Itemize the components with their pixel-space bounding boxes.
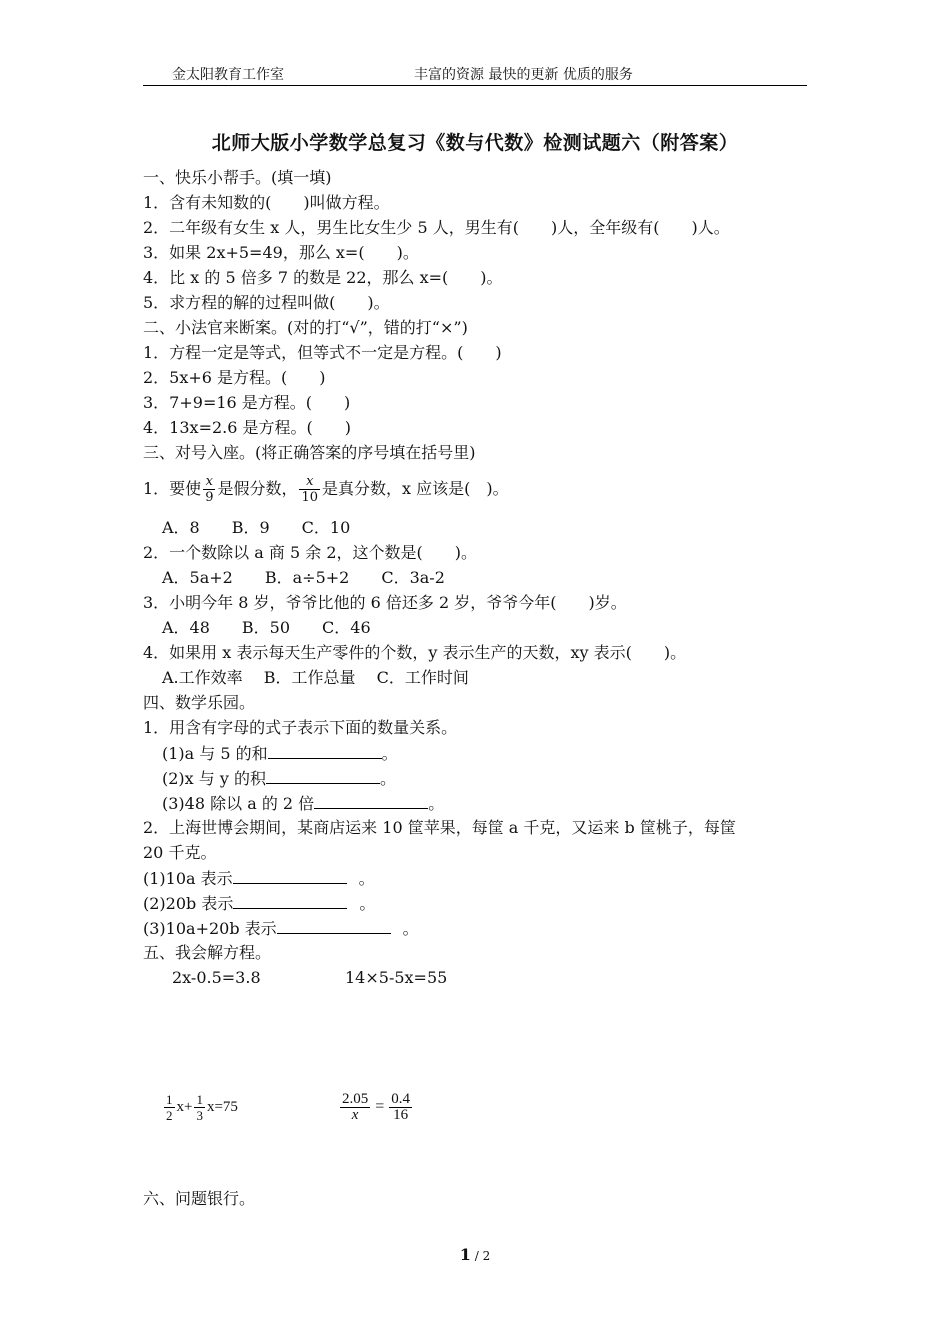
s3-question-4: 4．如果用 x 表示每天生产零件的个数，y 表示生产的天数，xy 表示( )。 [143,643,687,662]
s4-question-2-line-1: 2．上海世博会期间，某商店运来 10 筐苹果，每筐 a 千克，又运来 b 筐桃子，每筐 [143,818,736,837]
section-3-heading: 三、对号入座。(将正确答案的序号填在括号里) [143,443,476,462]
s4-question-1: 1．用含有字母的式子表示下面的数量关系。 [143,718,458,737]
page-title: 北师大版小学数学总复习《数与代数》检测试题六（附答案） [211,132,739,154]
header-rule [143,85,807,86]
s1-question-3: 3．如果 2x+5=49，那么 x=( )。 [143,243,419,262]
eq3-plus: x+ [176,1098,193,1115]
answer-blank[interactable] [266,768,380,784]
answer-blank[interactable] [314,793,428,809]
s3-q1-text-a: 1．要使 [143,479,202,498]
answer-blank[interactable] [268,743,382,759]
s2-question-4: 4．13x=2.6 是方程。( ) [143,418,351,437]
equation-1: 2x-0.5=3.8 [172,968,261,987]
answer-blank[interactable] [277,918,391,934]
s4-q2-item-3 [143,918,419,939]
frac-denominator: 10 [301,490,319,505]
fraction-04-over-16 [389,1092,412,1123]
frac-numerator: 0.4 [391,1091,411,1107]
item-label: (1)a 与 5 的和 [162,744,268,763]
equation-3 [162,1092,238,1123]
fraction-x-over-9 [203,474,215,505]
item-period: 。 [428,794,445,813]
s1-question-1: 1．含有未知数的( )叫做方程。 [143,193,390,212]
frac-denominator: 9 [205,490,214,505]
s3-question-3: 3．小明今年 8 岁，爷爷比他的 6 倍还多 2 岁，爷爷今年( )岁。 [143,593,627,612]
frac-denominator: 16 [393,1107,409,1123]
s3-q2-options: A．5a+2 B．a÷5+2 C．3a-2 [162,568,445,587]
equation-2: 14×5-5x=55 [345,968,448,987]
frac-numerator: 2.05 [342,1091,369,1107]
frac-denominator: 2 [166,1108,173,1123]
frac-numerator: x [205,474,213,489]
item-period: 。 [359,894,376,913]
s1-question-2: 2．二年级有女生 x 人，男生比女生少 5 人，男生有( )人，全年级有( )人。 [143,218,730,237]
fraction-205-over-x [340,1092,370,1123]
s2-question-3: 3．7+9=16 是方程。( ) [143,393,351,412]
item-label: (2)x 与 y 的积 [162,769,266,788]
s4-q1-item-3 [162,793,444,814]
item-period: 。 [380,769,397,788]
s3-q1-options: A．8 B．9 C．10 [162,518,351,537]
eq3-tail: x=75 [206,1098,238,1115]
answer-blank[interactable] [233,893,347,909]
s1-question-5: 5．求方程的解的过程叫做( )。 [143,293,390,312]
s3-q3-options: A．48 B．50 C．46 [162,618,371,637]
answer-blank[interactable] [233,868,347,884]
page-total: / 2 [470,1249,491,1263]
s3-question-1 [143,471,509,507]
header-right-text: 丰富的资源 最快的更新 优质的服务 [414,67,633,83]
item-label: (3)48 除以 a 的 2 倍 [162,794,315,813]
s3-q4-options: A.工作效率 B．工作总量 C．工作时间 [162,668,469,687]
s4-q2-item-2 [143,893,375,914]
section-6-heading: 六、问题银行。 [143,1189,256,1208]
s3-question-2: 2．一个数除以 a 商 5 余 2，这个数是( )。 [143,543,477,562]
s2-question-2: 2．5x+6 是方程。( ) [143,368,326,387]
item-label: (3)10a+20b 表示 [143,919,277,938]
section-1-heading: 一、快乐小帮手。(填一填) [143,168,332,187]
page-number [0,1245,950,1264]
item-period: 。 [381,744,398,763]
frac-denominator: x [351,1107,359,1123]
s2-question-1: 1．方程一定是等式，但等式不一定是方程。( ) [143,343,502,362]
section-4-heading: 四、数学乐园。 [143,693,256,712]
equation-4 [338,1092,414,1123]
frac-numerator: x [306,474,314,489]
section-5-heading: 五、我会解方程。 [143,943,272,962]
s4-q2-item-1 [143,868,375,889]
s3-q1-text-c: 是真分数，x 应该是( )。 [322,479,509,498]
item-period: 。 [358,869,375,888]
item-label: (2)20b 表示 [143,894,234,913]
fraction-one-half [164,1092,175,1123]
frac-denominator: 3 [196,1108,203,1123]
fraction-x-over-10 [299,474,320,505]
frac-numerator: 1 [166,1092,173,1107]
item-period: 。 [402,919,419,938]
s4-q1-item-1 [162,743,398,764]
header-left-text: 金太阳教育工作室 [172,67,284,83]
s4-question-2-line-2: 20 千克。 [143,843,217,862]
item-label: (1)10a 表示 [143,869,233,888]
s1-question-4: 4．比 x 的 5 倍多 7 的数是 22，那么 x=( )。 [143,268,503,287]
frac-numerator: 1 [196,1092,203,1107]
eq4-equals: = [375,1098,385,1116]
section-2-heading: 二、小法官来断案。(对的打“√”，错的打“×”) [143,318,468,337]
s4-q1-item-2 [162,768,396,789]
fraction-one-third [194,1092,205,1123]
page-current: 1 [459,1245,471,1264]
s3-q1-text-b: 是假分数， [217,479,298,498]
